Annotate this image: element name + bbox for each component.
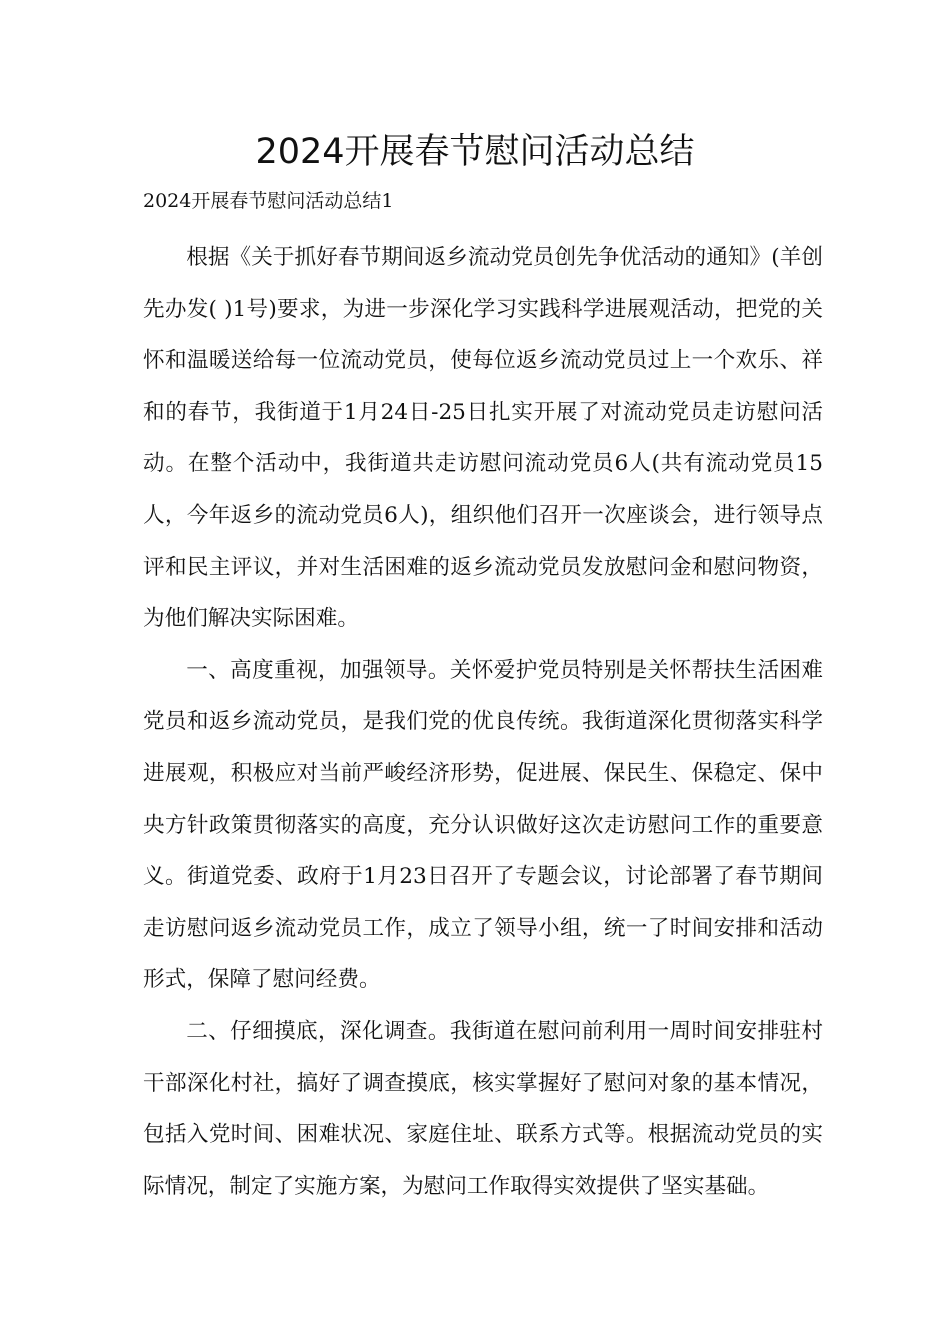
document-subtitle: 2024开展春节慰问活动总结1 (143, 190, 394, 212)
document-title: 2024开展春节慰问活动总结 (255, 132, 695, 172)
paragraph-intro: 根据《关于抓好春节期间返乡流动党员创先争优活动的通知》(羊创先办发( )1号)要求，为进一步深化学习实践科学进展观活动，把党的关怀和温暖送给每一位流动党员，使每位返乡流动党员过上一个欢乐、祥和的春节，我街道于1月24日-25日扎实开展了对流动党员走访慰问活动。在整个活动中，我街道共走访慰问流动党员6人(共有流动党员15人，今年返乡的流动党员6人)，组织他们召开一次座谈会，进行领导点评和民主评议，并对生活困难的返乡流动党员发放慰问金和慰问物资，为他们解决实际困难。 (143, 245, 823, 632)
paragraph-section-2: 二、仔细摸底，深化调查。我街道在慰问前利用一周时间安排驻村干部深化村社，搞好了调查摸底，核实掌握好了慰问对象的基本情况，包括入党时间、困难状况、家庭住址、联系方式等。根据流动党员的实际情况，制定了实施方案，为慰问工作取得实效提供了坚实基础。 (143, 1018, 823, 1199)
paragraph-section-1: 一、高度重视，加强领导。关怀爱护党员特别是关怀帮扶生活困难党员和返乡流动党员，是我们党的优良传统。我街道深化贯彻落实科学进展观，积极应对当前严峻经济形势，促进展、保民生、保稳定、保中央方针政策贯彻落实的高度，充分认识做好这次走访慰问工作的重要意义。街道党委、政府于1月23日召开了专题会议，讨论部署了春节期间走访慰问返乡流动党员工作，成立了领导小组，统一了时间安排和活动形式，保障了慰问经费。 (143, 657, 823, 993)
document-body (143, 232, 823, 1212)
